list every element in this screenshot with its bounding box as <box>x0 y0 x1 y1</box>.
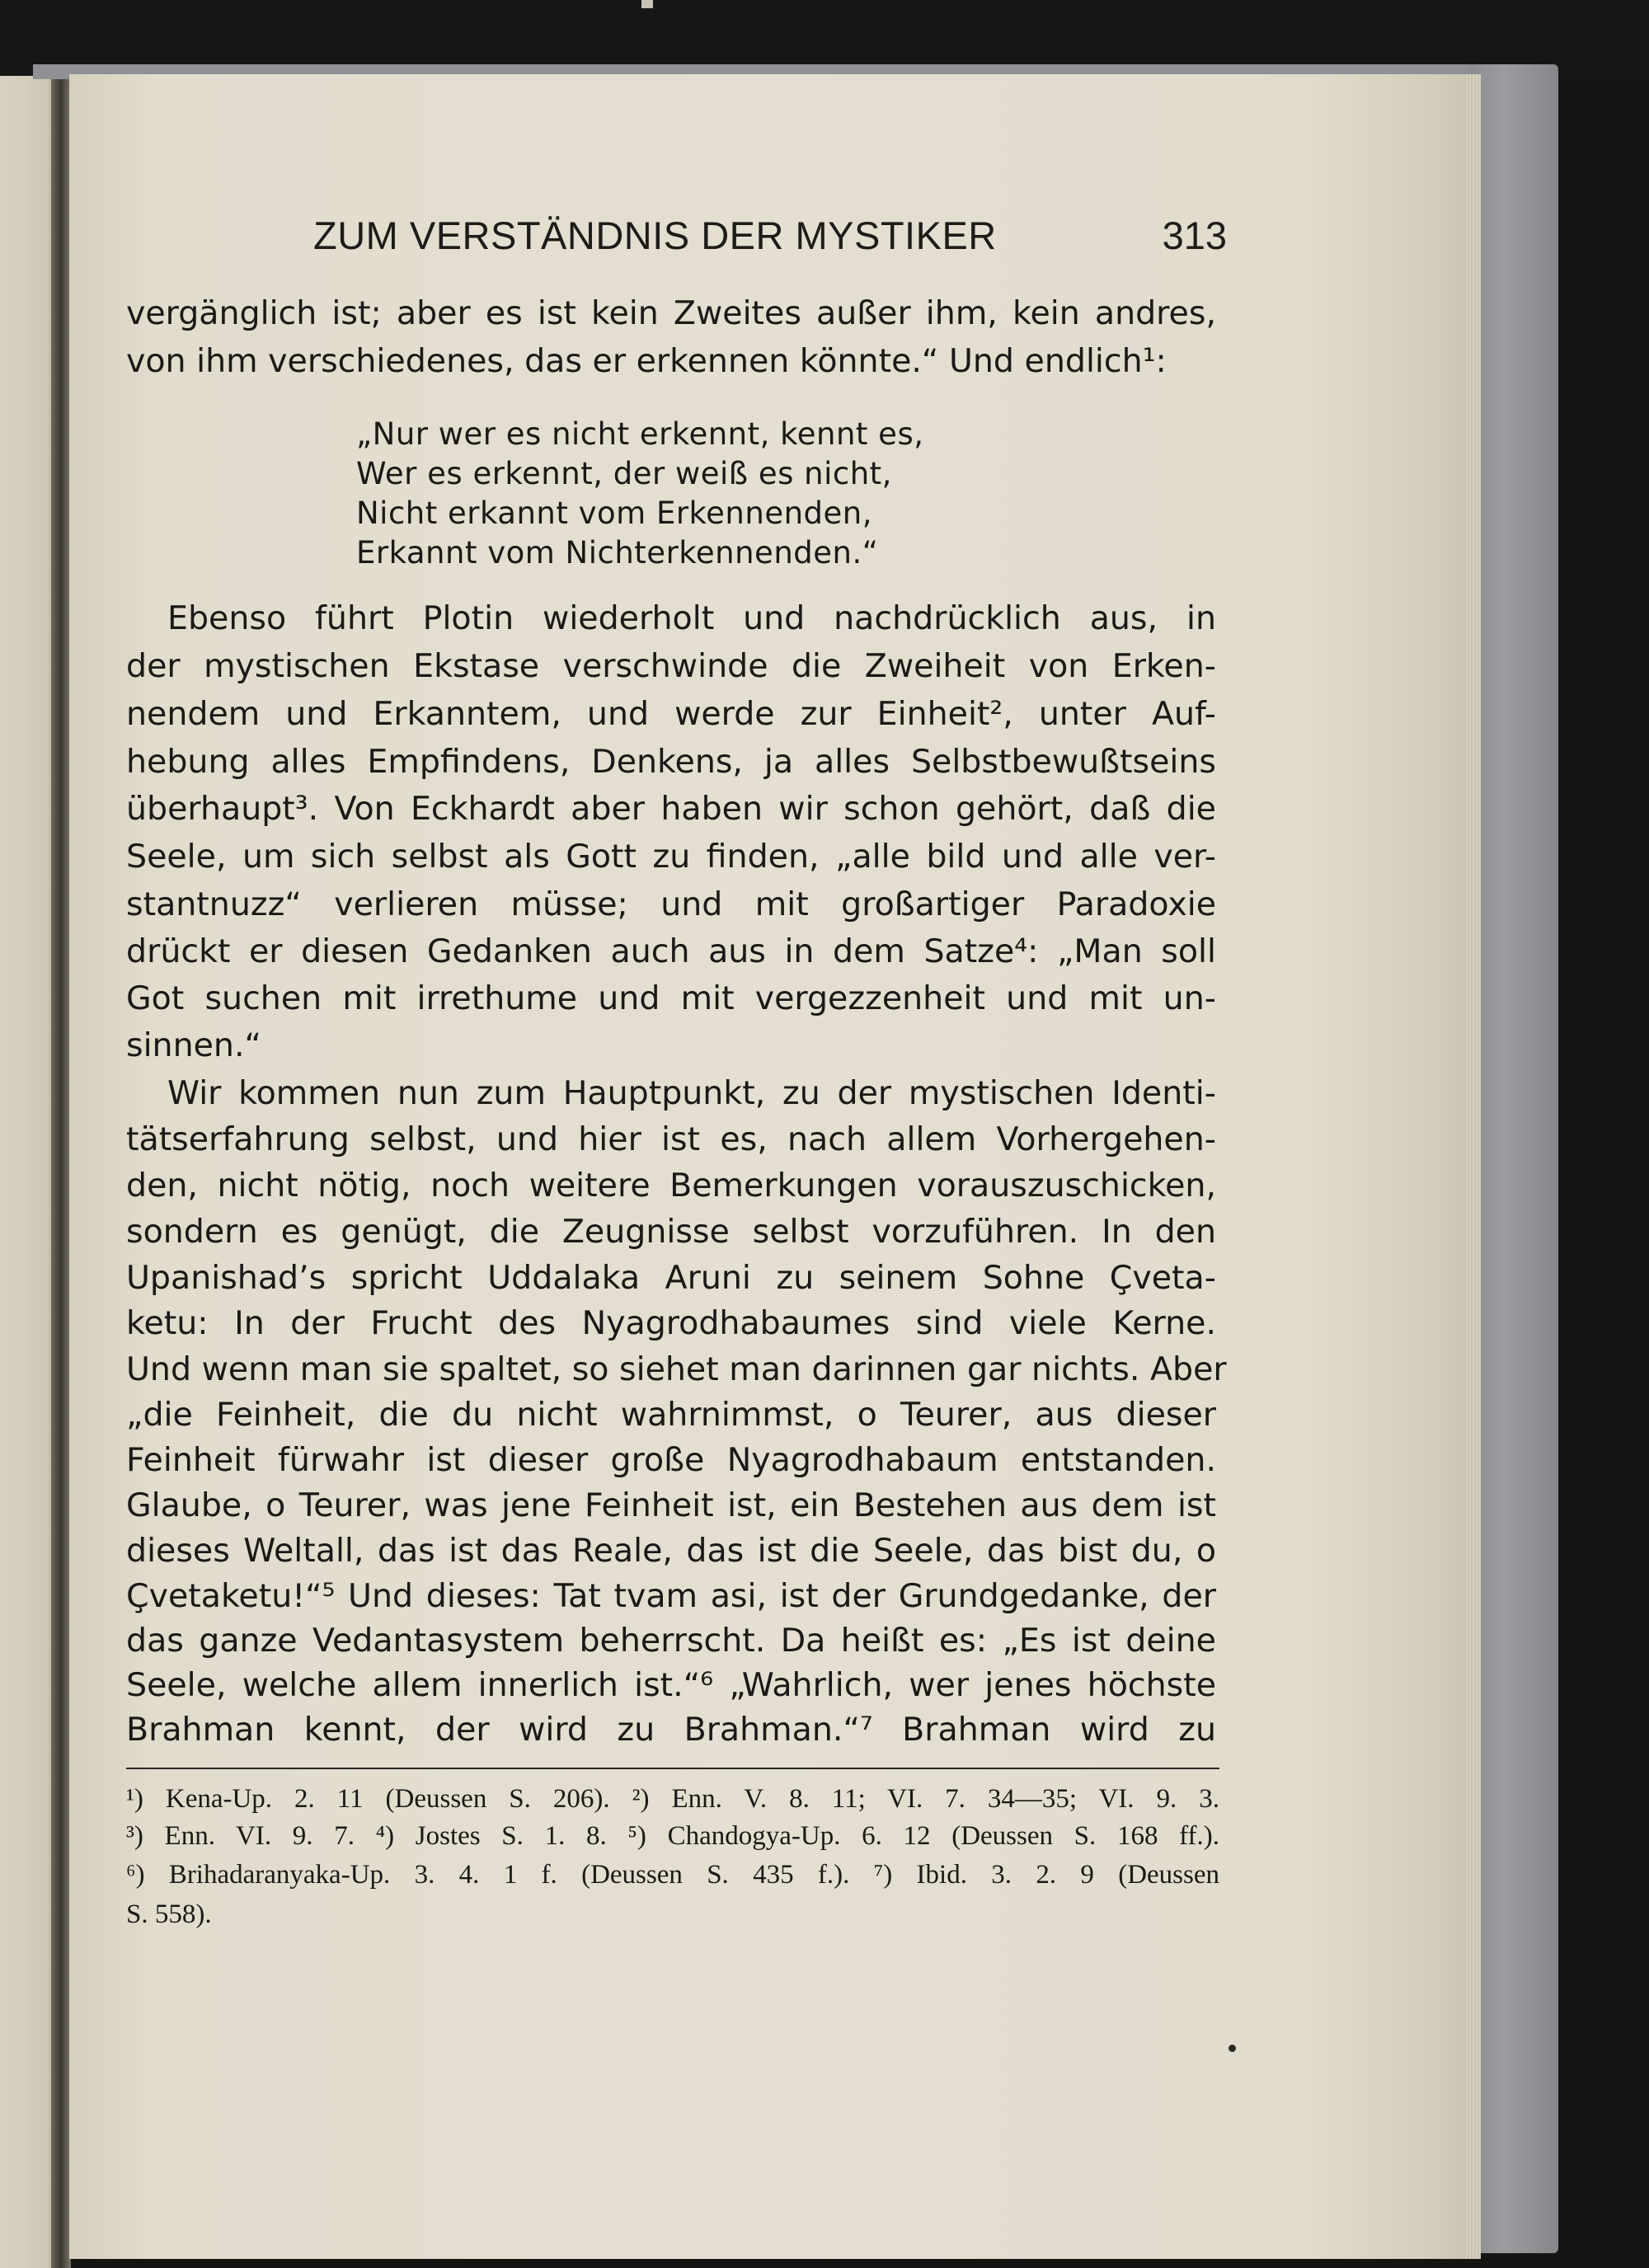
text-line: Seele, welche allem innerlich ist.“⁶ „Wahrlich, wer jenes höchste <box>126 1666 1216 1704</box>
text-line: vergänglich ist; aber es ist kein Zweites außer ihm, kein andres, <box>126 294 1216 332</box>
text-line: der mystischen Ekstase verschwinde die Zweiheit von Erken- <box>126 647 1216 685</box>
text-line: tätserfahrung selbst, und hier ist es, nach allem Vorhergehen- <box>126 1120 1216 1158</box>
text-line: das ganze Vedantasystem beherrscht. Da heißt es: „Es ist deine <box>126 1622 1216 1660</box>
text-line: Seele, um sich selbst als Gott zu finden, „alle bild und alle ver- <box>126 838 1216 876</box>
verse-line: Nicht erkannt vom Erkennenden, <box>356 495 872 531</box>
book-cover-right <box>1468 64 1558 2253</box>
text-line: Wir kommen nun zum Hauptpunkt, zu der mystischen Identi- <box>167 1074 1216 1112</box>
text-line: „die Feinheit, die du nicht wahrnimmst, o Teurer, aus dieser <box>126 1396 1216 1434</box>
footnote-line: ³) Enn. VI. 9. 7. ⁴) Jostes S. 1. 8. ⁵) Chandogya-Up. 6. 12 (Deussen S. 168 ff.). <box>126 1821 1219 1851</box>
text-line: Upanishad’s spricht Uddalaka Aruni zu seinem Sohne Çveta- <box>126 1259 1216 1297</box>
verse-line: „Nur wer es nicht erkennt, kennt es, <box>356 416 924 452</box>
ink-dot <box>1229 2045 1236 2052</box>
footnote-line: ¹) Kena-Up. 2. 11 (Deussen S. 206). ²) Enn. V. 8. 11; VI. 7. 34—35; VI. 9. 3. <box>126 1784 1219 1814</box>
footnote-line: S. 558). <box>126 1899 212 1929</box>
text-line: dieses Weltall, das ist das Reale, das ist die Seele, das bist du, o <box>126 1532 1216 1570</box>
text-line: Feinheit fürwahr ist dieser große Nyagrodhabaum entstanden. <box>126 1441 1216 1479</box>
text-line: sondern es genügt, die Zeugnisse selbst vorzuführen. In den <box>126 1213 1216 1251</box>
text-line: den, nicht nötig, noch weitere Bemerkungen vorauszuschicken, <box>126 1167 1216 1204</box>
footnote-rule <box>126 1768 1219 1769</box>
text-line: drückt er diesen Gedanken auch aus in dem Satze⁴: „Man soll <box>126 932 1216 970</box>
text-line: Glaube, o Teurer, was jene Feinheit ist, ein Bestehen aus dem ist <box>126 1486 1216 1524</box>
text-line: stantnuzz“ verlieren müsse; und mit großartiger Paradoxie <box>126 885 1216 923</box>
running-title: ZUM VERSTÄNDNIS DER MYSTIKER <box>313 214 997 257</box>
text-line: Ebenso führt Plotin wiederholt und nachdrücklich aus, in <box>167 599 1216 637</box>
text-line: nendem und Erkanntem, und werde zur Einheit², unter Auf- <box>126 695 1216 733</box>
text-line: Und wenn man sie spaltet, so siehet man darinnen gar nichts. Aber <box>126 1350 1227 1388</box>
text-line: überhaupt³. Von Eckhardt aber haben wir schon gehört, daß die <box>126 790 1216 828</box>
running-head <box>313 213 1227 262</box>
text-line: sinnen.“ <box>126 1026 261 1064</box>
text-line: von ihm verschiedenes, das er erkennen könnte.“ Und endlich¹: <box>126 342 1167 380</box>
text-line: Çvetaketu!“⁵ Und dieses: Tat tvam asi, ist der Grundgedanke, der <box>126 1577 1216 1615</box>
footnote-line: ⁶) Brihadaranyaka-Up. 3. 4. 1 f. (Deussen S. 435 f.). ⁷) Ibid. 3. 2. 9 (Deussen <box>126 1860 1219 1890</box>
verse-line: Wer es erkennt, der weiß es nicht, <box>356 456 892 491</box>
text-line: Got suchen mit irrethume und mit vergezzenheit und mit un- <box>126 979 1216 1017</box>
book-gutter <box>51 76 71 2268</box>
text-line: ketu: In der Frucht des Nyagrodhabaumes sind viele Kerne. <box>126 1304 1216 1342</box>
paper-speck <box>641 0 653 8</box>
verse-line: Erkannt vom Nichterkennenden.“ <box>356 535 879 571</box>
text-line: Brahman kennt, der wird zu Brahman.“⁷ Brahman wird zu <box>126 1711 1216 1749</box>
page-stack-edges <box>1466 74 1481 2259</box>
text-line: hebung alles Empfindens, Denkens, ja alles Selbstbewußtseins <box>126 743 1216 781</box>
page-number: 313 <box>1162 214 1227 257</box>
